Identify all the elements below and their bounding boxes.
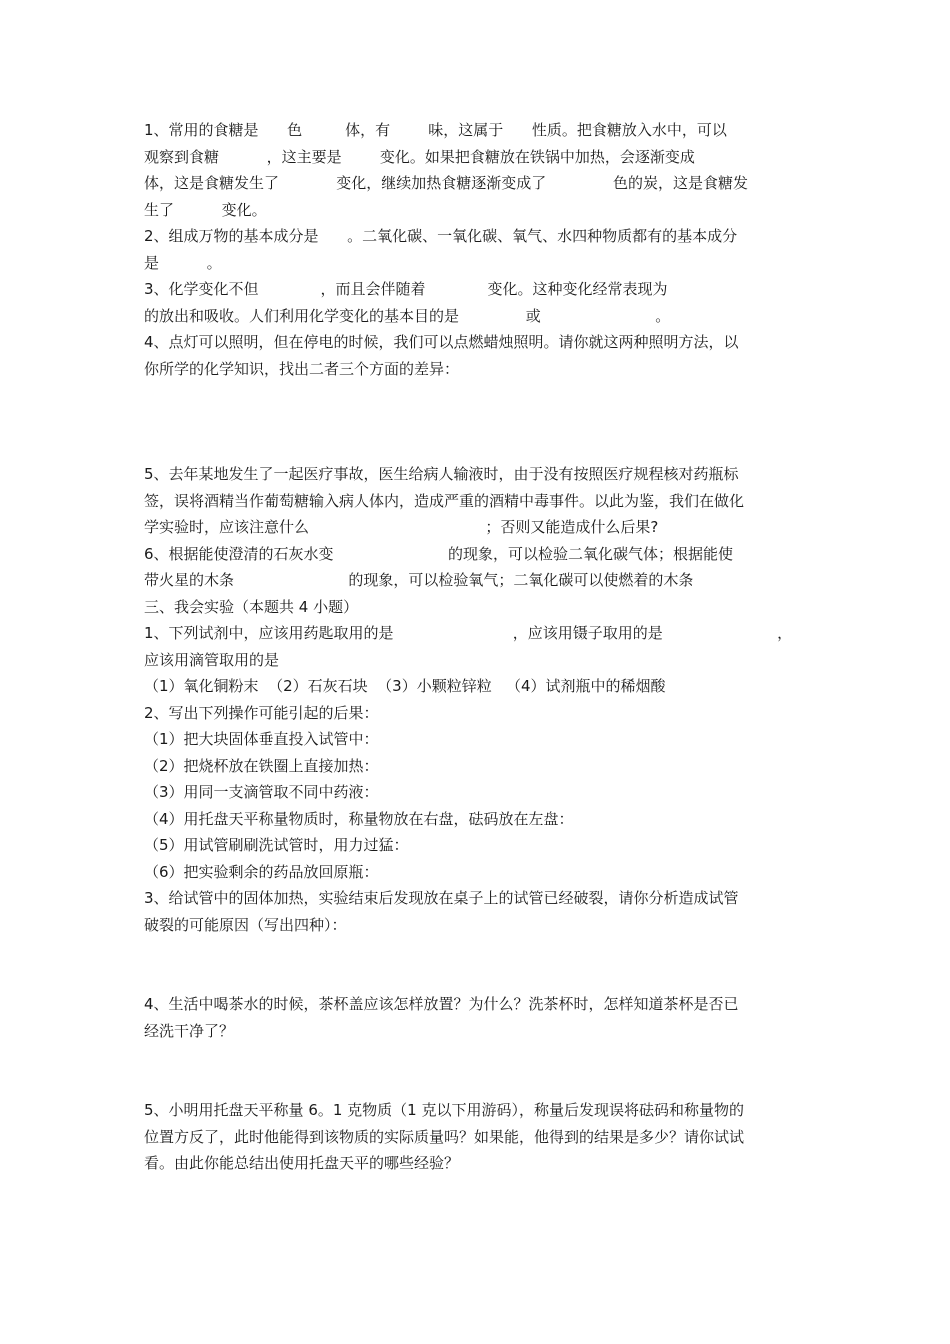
text-line: 是 。 <box>144 254 222 272</box>
text-line: （3）用同一支滴管取不同中药液： <box>144 783 379 801</box>
text-line: （2）把烧杯放在铁圈上直接加热： <box>144 757 379 775</box>
text-line: 你所学的化学知识，找出二者三个方面的差异： <box>144 360 460 378</box>
text-line: 体，这是食糖发生了 变化，继续加热食糖逐渐变成了 色的炭，这是食糖发 <box>144 174 748 192</box>
text-line: 学实验时，应该注意什么 ；否则又能造成什么后果? <box>144 518 659 536</box>
text-line: 4、生活中喝茶水的时候，茶杯盖应该怎样放置？为什么？洗茶杯时，怎样知道茶杯是否已 <box>144 995 739 1013</box>
text-line: 签，误将酒精当作葡萄糖输入病人体内，造成严重的酒精中毒事件。以此为鉴，我们在做化 <box>144 492 745 510</box>
text-line: 2、组成万物的基本成分是 。二氧化碳、一氧化碳、氧气、水四种物质都有的基本成分 <box>144 227 738 245</box>
text-line: 4、点灯可以照明，但在停电的时候，我们可以点燃蜡烛照明。请你就这两种照明方法，以 <box>144 333 739 351</box>
text-line: 的放出和吸收。人们利用化学变化的基本目的是 或 。 <box>144 307 671 325</box>
text-line: 1、常用的食糖是 色 体，有 味，这属于 性质。把食糖放入水中，可以 <box>144 121 727 139</box>
text-line: 1、下列试剂中，应该用药匙取用的是 ，应该用镊子取用的是 ， <box>144 624 793 642</box>
text-line: 3、给试管中的固体加热，实验结束后发现放在桌子上的试管已经破裂，请你分析造成试管 <box>144 889 739 907</box>
text-line: 观察到食糖 ，这主要是 变化。如果把食糖放在铁锅中加热，会逐渐变成 <box>144 148 695 166</box>
text-line: 2、写出下列操作可能引起的后果： <box>144 704 379 722</box>
text-line: 5、小明用托盘天平称量 6。1 克物质（1 克以下用游码），称量后发现误将砝码和称量物的 <box>144 1101 744 1119</box>
text-line: 生了 变化。 <box>144 201 267 219</box>
text-line: 位置方反了，此时他能得到该物质的实际质量吗？如果能，他得到的结果是多少？请你试试 <box>144 1128 745 1146</box>
text-line: 6、根据能使澄清的石灰水变 的现象，可以检验二氧化碳气体；根据能使 <box>144 545 733 563</box>
text-line: （1）氧化铜粉末 （2）石灰石块 （3）小颗粒锌粒 （4）试剂瓶中的稀烟酸 <box>144 677 666 695</box>
text-line: 破裂的可能原因（写出四种）： <box>144 916 347 934</box>
text-line: 5、去年某地发生了一起医疗事故，医生给病人输液时，由于没有按照医疗规程核对药瓶标 <box>144 465 739 483</box>
text-line: 3、化学变化不但 ，而且会伴随着 变化。这种变化经常表现为 <box>144 280 668 298</box>
text-line: （1）把大块固体垂直投入试管中： <box>144 730 379 748</box>
text-line: （5）用试管刷刷洗试管时，用力过猛： <box>144 836 409 854</box>
text-line: 看。由此你能总结出使用托盘天平的哪些经验？ <box>144 1154 460 1172</box>
text-line: 经洗干净了？ <box>144 1022 235 1040</box>
section-heading: 三、我会实验（本题共 4 小题） <box>144 598 359 616</box>
text-line: （6）把实验剩余的药品放回原瓶： <box>144 863 379 881</box>
text-line: （4）用托盘天平称量物质时，称量物放在右盘，砝码放在左盘： <box>144 810 574 828</box>
text-line: 带火星的木条 的现象，可以检验氧气；二氧化碳可以使燃着的木条 <box>144 571 694 589</box>
text-line: 应该用滴管取用的是 <box>144 651 280 669</box>
